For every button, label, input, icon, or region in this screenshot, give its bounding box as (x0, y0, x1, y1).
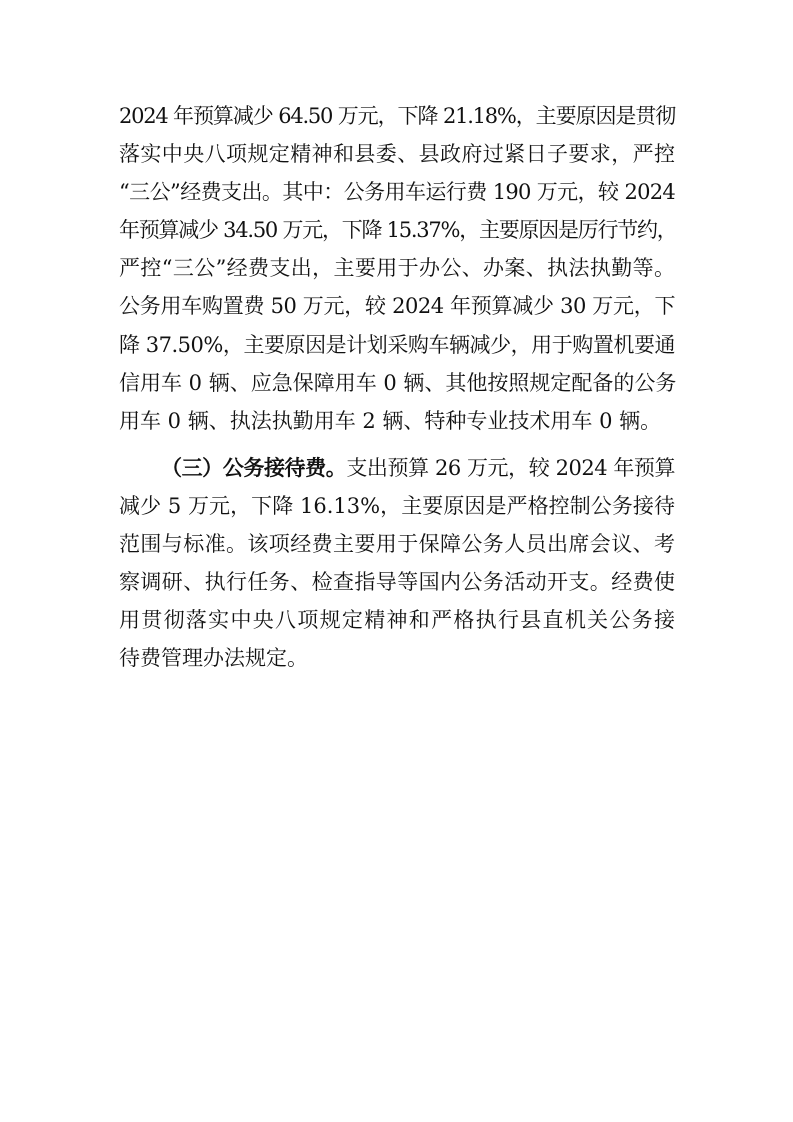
text-fragment: 支出预算 26 万元，较 2024 年预算 (346, 456, 676, 480)
text-line: 落实中央八项规定精神和县委、县政府过紧日子要求，严控 (119, 142, 675, 167)
text-line: 公务用车购置费 50 万元，较 2024 年预算减少 30 万元，下 (119, 294, 675, 319)
text-line-with-heading (119, 449, 675, 487)
text-line: “三公”经费支出。其中：公务用车运行费 190 万元，较 2024 (119, 180, 675, 205)
paragraph-vehicle-costs (119, 97, 675, 440)
text-line: 用贯彻落实中央八项规定精神和严格执行县直机关公务接 (119, 608, 675, 633)
section-heading: （三）公务接待费。 (161, 456, 347, 480)
text-line: 年预算减少 34.50 万元，下降 15.37%，主要原因是厉行节约， (119, 218, 677, 243)
text-line: 2024 年预算减少 64.50 万元，下降 21.18%，主要原因是贯彻 (119, 104, 675, 128)
text-line: 察调研、执行任务、检查指导等国内公务活动开支。经费使 (119, 570, 675, 595)
text-line: 严控“三公”经费支出，主要用于办公、办案、执法执勤等。 (119, 256, 675, 281)
paragraph-reception-costs (119, 449, 675, 678)
text-line: 用车 0 辆、执法执勤用车 2 辆、特种专业技术用车 0 辆。 (119, 408, 662, 433)
text-line: 范围与标准。该项经费主要用于保障公务人员出席会议、考 (119, 532, 675, 557)
text-line: 降 37.50%，主要原因是计划采购车辆减少，用于购置机要通 (119, 332, 675, 357)
text-line: 信用车 0 辆、应急保障用车 0 辆、其他按照规定配备的公务 (119, 370, 677, 395)
text-line: 减少 5 万元，下降 16.13%，主要原因是严格控制公务接待 (119, 494, 675, 519)
text-line: 待费管理办法规定。 (119, 646, 308, 671)
